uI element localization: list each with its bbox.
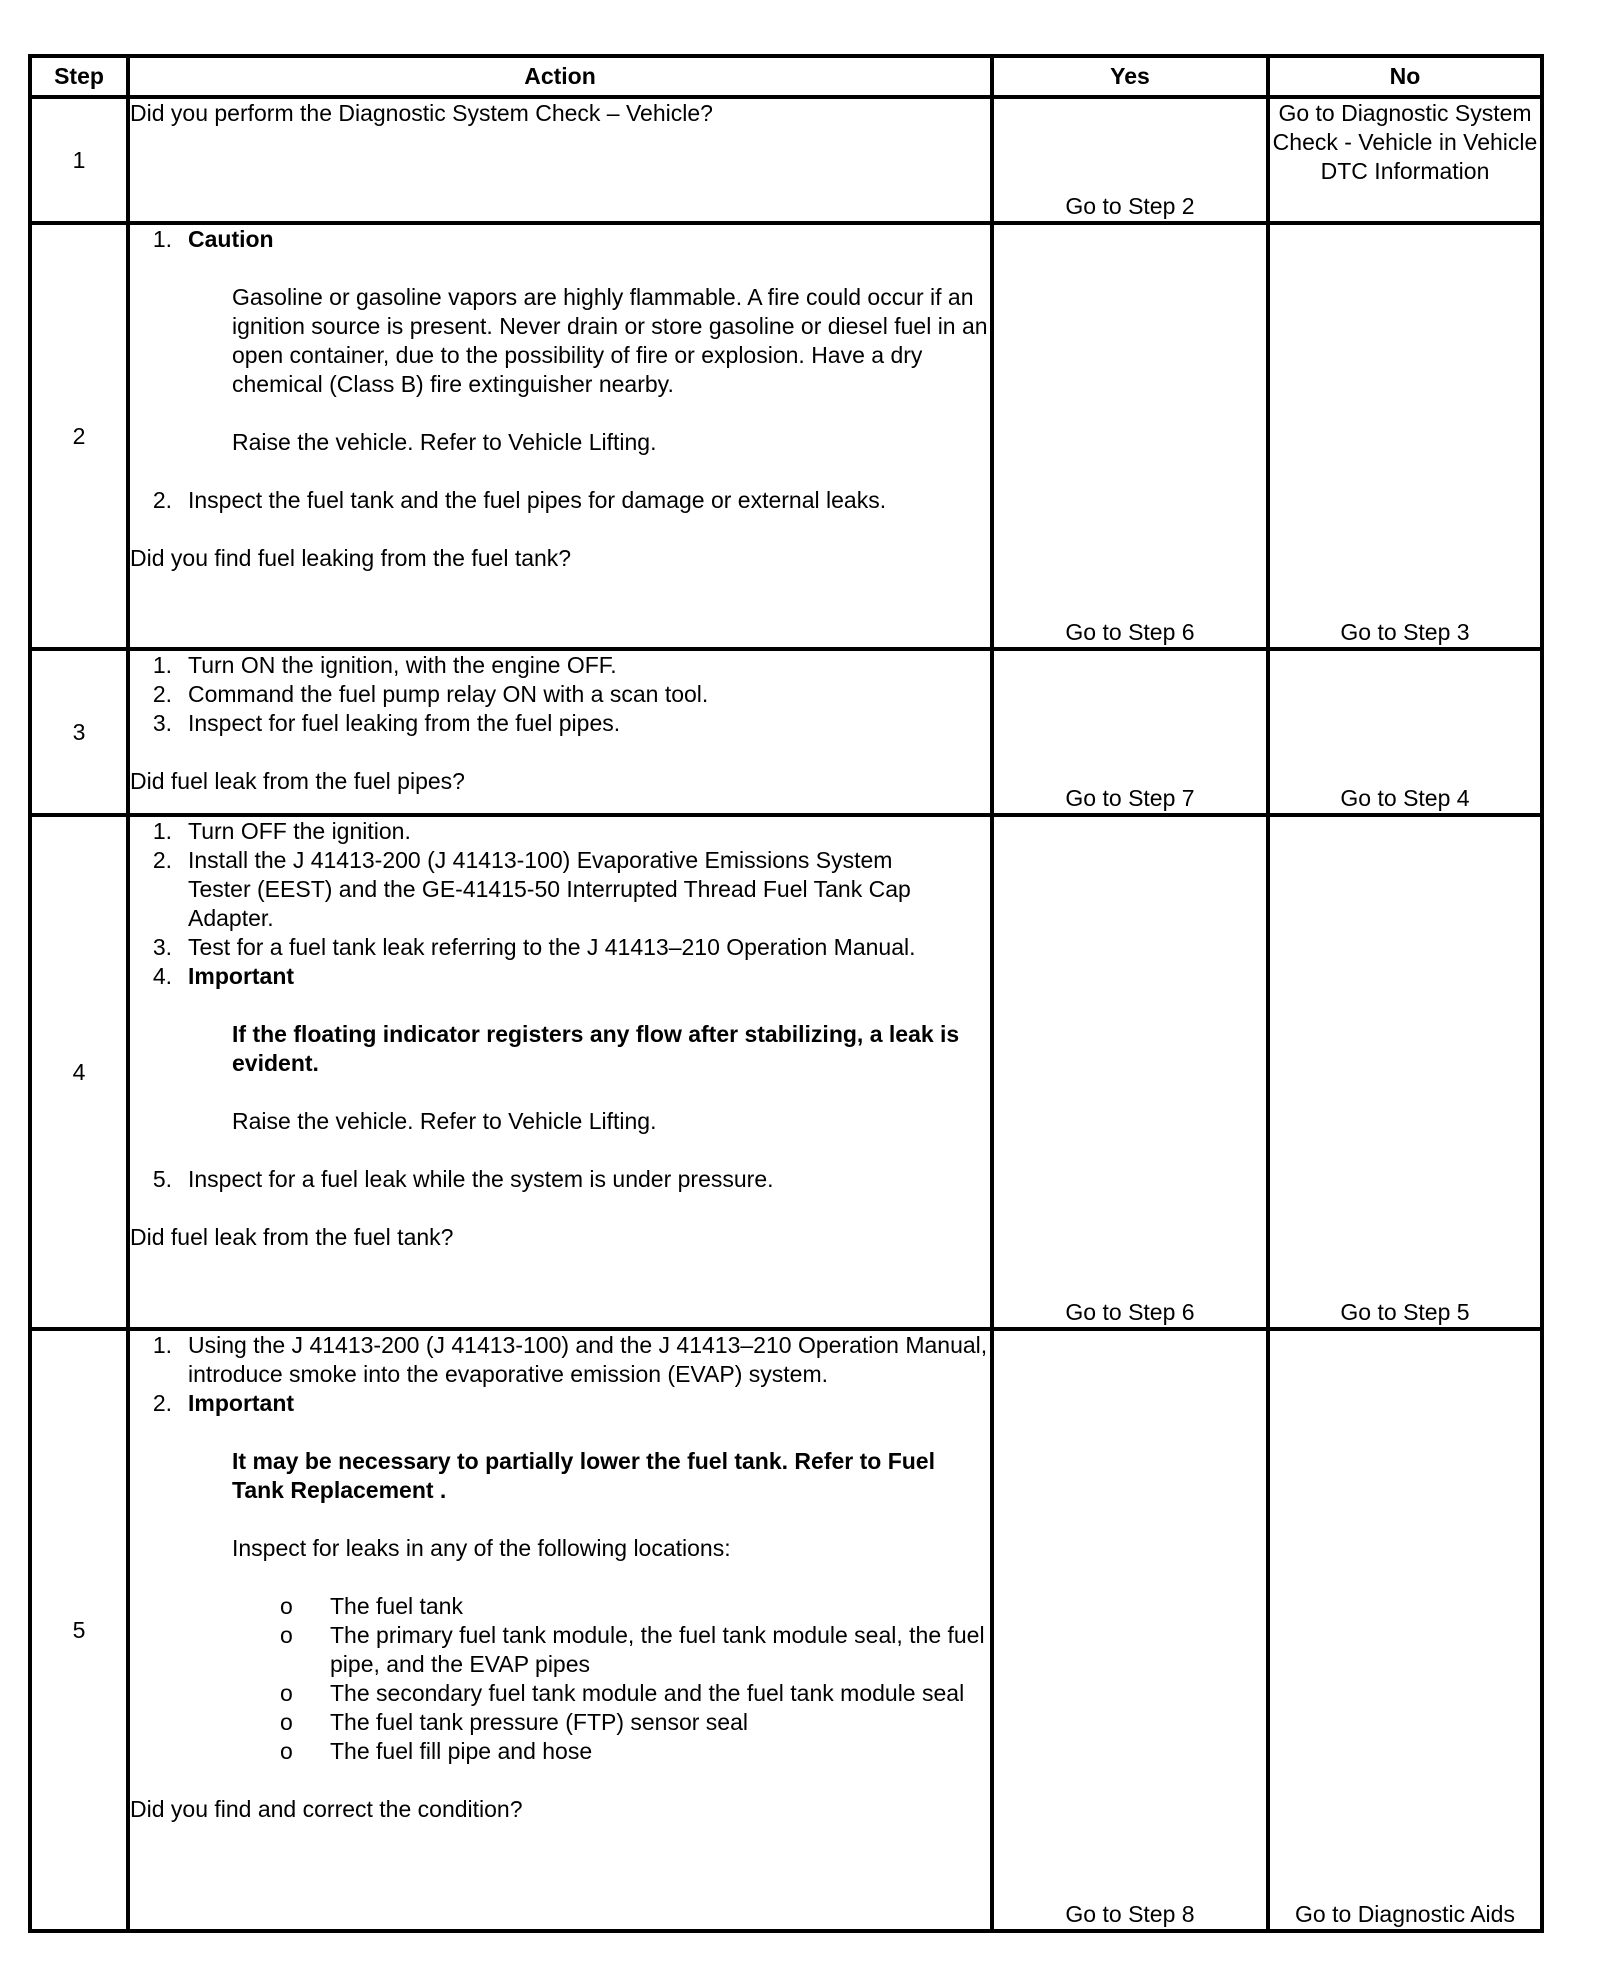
item-text: Inspect for leaks in any of the following locations: (232, 1535, 731, 1561)
question: Did fuel leak from the fuel pipes? (130, 768, 465, 794)
yes-result: Go to Step 6 (992, 815, 1268, 1329)
yes-result: Go to Step 7 (992, 649, 1268, 815)
question: Did you find fuel leaking from the fuel tank? (130, 545, 572, 571)
bullet-item (280, 1592, 990, 1621)
item-text: Turn OFF the ignition. (188, 818, 411, 844)
list-item (130, 651, 990, 680)
action-cell (128, 1329, 992, 1931)
item-text: Raise the vehicle. Refer to Vehicle Lifting. (232, 1108, 657, 1134)
item-number: 4. (152, 963, 172, 989)
bullet-icon: o (280, 1738, 293, 1764)
step-number: 5 (30, 1329, 128, 1931)
diagnostic-table (28, 54, 1544, 1933)
yes-result: Go to Step 8 (992, 1329, 1268, 1931)
table-row (30, 223, 1542, 649)
item-number: 1. (152, 1332, 172, 1358)
no-result: Go to Diagnostic System Check - Vehicle in Vehicle DTC Information (1268, 97, 1542, 223)
header-step: Step (30, 56, 128, 97)
item-text: Turn ON the ignition, with the engine OFF. (188, 652, 617, 678)
bullet-icon: o (280, 1622, 293, 1648)
header-no: No (1268, 56, 1542, 97)
bullet-icon: o (280, 1709, 293, 1735)
header-row (30, 56, 1542, 97)
bullet-text: The fuel fill pipe and hose (330, 1738, 593, 1764)
table-row (30, 815, 1542, 1329)
bullet-text: The primary fuel tank module, the fuel tank module seal, the fuel pipe, and the EVAP pipes (330, 1622, 985, 1677)
list-item (130, 225, 990, 254)
caution-text: Gasoline or gasoline vapors are highly flammable. A fire could occur if an ignition source is present. Never drain or store gasoline or diesel fuel in an open container, due to the possibility of fire or explosion. Have a dry chemical (Class B) fire extinguisher nearby. (232, 284, 988, 397)
bullet-text: The fuel tank (330, 1593, 463, 1619)
important-title: Important (188, 963, 295, 989)
important-text: If the floating indicator registers any flow after stabilizing, a leak is evident. (232, 1021, 960, 1076)
list-item (130, 846, 990, 933)
item-number: 1. (152, 818, 172, 844)
bullet-icon: o (280, 1593, 293, 1619)
item-text: Inspect the fuel tank and the fuel pipes for damage or external leaks. (188, 487, 887, 513)
question: Did you find and correct the condition? (130, 1796, 523, 1822)
list-item (130, 1331, 990, 1389)
item-number: 2. (152, 1390, 172, 1416)
header-yes: Yes (992, 56, 1268, 97)
header-action: Action (128, 56, 992, 97)
list-item (130, 817, 990, 846)
bullet-text: The secondary fuel tank module and the fuel tank module seal (330, 1680, 965, 1706)
no-result: Go to Diagnostic Aids (1268, 1329, 1542, 1931)
list-item (130, 1389, 990, 1418)
item-number: 2. (152, 847, 172, 873)
item-text: Command the fuel pump relay ON with a scan tool. (188, 681, 709, 707)
item-number: 2. (152, 487, 172, 513)
item-number: 2. (152, 681, 172, 707)
list-item (130, 1165, 990, 1194)
item-number: 1. (152, 226, 172, 252)
item-number: 3. (152, 710, 172, 736)
list-item (130, 709, 990, 738)
no-result: Go to Step 4 (1268, 649, 1542, 815)
table-row (30, 97, 1542, 223)
item-text: Install the J 41413-200 (J 41413-100) Evaporative Emissions System Tester (EEST) and the GE-41415-50 Interrupted Thread Fuel Tank Cap Adapter. (188, 847, 911, 931)
action-cell (128, 97, 992, 223)
no-result: Go to Step 3 (1268, 223, 1542, 649)
caution-title: Caution (188, 226, 274, 252)
question: Did fuel leak from the fuel tank? (130, 1224, 454, 1250)
step-number: 2 (30, 223, 128, 649)
no-result: Go to Step 5 (1268, 815, 1542, 1329)
item-number: 3. (152, 934, 172, 960)
action-cell (128, 223, 992, 649)
list-item (130, 486, 990, 515)
bullet-item (280, 1621, 990, 1679)
important-text: It may be necessary to partially lower the fuel tank. Refer to Fuel Tank Replacement . (232, 1448, 935, 1503)
item-number: 1. (152, 652, 172, 678)
bullet-icon: o (280, 1680, 293, 1706)
item-text: Using the J 41413-200 (J 41413-100) and the J 41413–210 Operation Manual, introduce smoke into the evaporative emission (EVAP) system. (188, 1332, 988, 1387)
bullet-text: The fuel tank pressure (FTP) sensor seal (330, 1709, 748, 1735)
item-number: 5. (152, 1166, 172, 1192)
item-text: Test for a fuel tank leak referring to the J 41413–210 Operation Manual. (188, 934, 916, 960)
action-cell (128, 649, 992, 815)
list-item (130, 933, 990, 962)
yes-result: Go to Step 6 (992, 223, 1268, 649)
table-row (30, 1329, 1542, 1931)
bullet-item (280, 1679, 990, 1708)
step-number: 1 (30, 97, 128, 223)
bullet-item (280, 1708, 990, 1737)
yes-result: Go to Step 2 (992, 97, 1268, 223)
action-cell (128, 815, 992, 1329)
list-item (130, 680, 990, 709)
question: Did you perform the Diagnostic System Check – Vehicle? (130, 100, 713, 126)
step-number: 3 (30, 649, 128, 815)
item-text: Raise the vehicle. Refer to Vehicle Lifting. (232, 429, 657, 455)
bullet-item (280, 1737, 990, 1766)
item-text: Inspect for fuel leaking from the fuel pipes. (188, 710, 621, 736)
table-row (30, 649, 1542, 815)
important-title: Important (188, 1390, 295, 1416)
step-number: 4 (30, 815, 128, 1329)
list-item (130, 962, 990, 991)
item-text: Inspect for a fuel leak while the system is under pressure. (188, 1166, 774, 1192)
